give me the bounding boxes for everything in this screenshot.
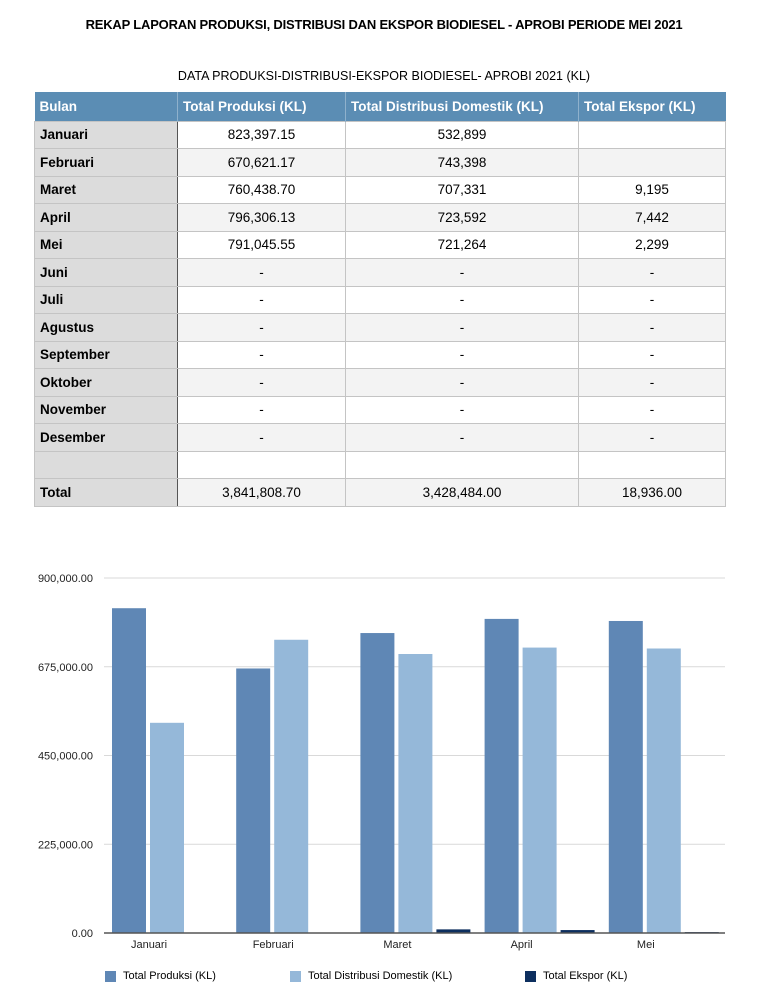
x-tick-label: Maret — [383, 939, 412, 951]
bar-total-distribusi-domestik-kl-maret — [398, 654, 432, 933]
cell-produksi: - — [178, 424, 346, 452]
y-tick-label: 450,000.00 — [37, 750, 93, 763]
table-row — [35, 121, 726, 149]
table-row — [35, 314, 726, 342]
cell-distribusi: - — [346, 424, 579, 452]
table-row — [35, 424, 726, 452]
cell-distribusi: 743,398 — [346, 149, 579, 177]
cell-bulan: Desember — [35, 424, 178, 452]
cell-distribusi: - — [346, 341, 579, 369]
cell-bulan: Mei — [35, 231, 178, 259]
bar-total-produksi-kl-februari — [236, 668, 270, 933]
table-row — [35, 204, 726, 232]
legend-swatch-icon — [290, 971, 301, 982]
bar-total-produksi-kl-mei — [609, 621, 643, 933]
cell-produksi: 823,397.15 — [178, 121, 346, 149]
cell-produksi: 791,045.55 — [178, 231, 346, 259]
bar-total-distribusi-domestik-kl-januari — [150, 723, 184, 933]
cell-produksi — [178, 451, 346, 479]
table-total-row — [35, 479, 726, 507]
x-tick-label: Februari — [252, 939, 294, 951]
data-table — [34, 92, 726, 507]
page-title: REKAP LAPORAN PRODUKSI, DISTRIBUSI DAN EKSPOR BIODIESEL - APROBI PERIODE MEI 2021 — [85, 17, 683, 32]
cell-bulan — [35, 451, 178, 479]
cell-bulan: September — [35, 341, 178, 369]
legend-item — [105, 970, 216, 982]
table-row — [35, 451, 726, 479]
cell-distribusi: 532,899 — [346, 121, 579, 149]
cell-produksi: 796,306.13 — [178, 204, 346, 232]
cell-ekspor: 2,299 — [579, 231, 726, 259]
cell-distribusi: - — [346, 286, 579, 314]
legend-item — [290, 970, 452, 982]
cell-ekspor: - — [579, 314, 726, 342]
bar-chart — [0, 560, 768, 965]
cell-ekspor — [579, 451, 726, 479]
cell-bulan: Juni — [35, 259, 178, 287]
cell-produksi: - — [178, 259, 346, 287]
bar-total-produksi-kl-april — [485, 619, 519, 933]
total-produksi: 3,841,808.70 — [178, 479, 346, 507]
cell-produksi: 670,621.17 — [178, 149, 346, 177]
cell-distribusi: 707,331 — [346, 176, 579, 204]
table-row — [35, 176, 726, 204]
cell-distribusi: - — [346, 369, 579, 397]
cell-bulan: Juli — [35, 286, 178, 314]
cell-bulan: Februari — [35, 149, 178, 177]
legend-label: Total Distribusi Domestik (KL) — [308, 970, 453, 982]
total-label: Total — [35, 479, 178, 507]
bar-total-distribusi-domestik-kl-februari — [274, 640, 308, 933]
bar-total-produksi-kl-januari — [112, 608, 146, 933]
cell-ekspor: - — [579, 396, 726, 424]
header-total-distribusi: Total Distribusi Domestik (KL) — [346, 92, 579, 121]
total-distribusi: 3,428,484.00 — [346, 479, 579, 507]
table-row — [35, 396, 726, 424]
x-tick-label: April — [510, 939, 533, 951]
table-row — [35, 286, 726, 314]
cell-produksi: - — [178, 341, 346, 369]
y-tick-label: 900,000.00 — [37, 573, 93, 585]
cell-produksi: 760,438.70 — [178, 176, 346, 204]
cell-distribusi: - — [346, 396, 579, 424]
cell-bulan: Oktober — [35, 369, 178, 397]
cell-produksi: - — [178, 286, 346, 314]
bar-total-distribusi-domestik-kl-april — [523, 648, 557, 933]
x-tick-label: Mei — [636, 939, 655, 951]
cell-ekspor: - — [579, 424, 726, 452]
y-tick-label: 0.00 — [71, 928, 93, 940]
cell-distribusi: - — [346, 259, 579, 287]
cell-bulan: Maret — [35, 176, 178, 204]
bar-total-produksi-kl-maret — [360, 633, 394, 933]
legend-swatch-icon — [525, 971, 536, 982]
header-bulan: Bulan — [35, 92, 178, 121]
cell-bulan: Agustus — [35, 314, 178, 342]
legend-item — [525, 970, 627, 982]
table-row — [35, 231, 726, 259]
cell-produksi: - — [178, 369, 346, 397]
cell-bulan: Januari — [35, 121, 178, 149]
table-row — [35, 149, 726, 177]
cell-distribusi: 721,264 — [346, 231, 579, 259]
cell-ekspor: - — [579, 341, 726, 369]
table-title: DATA PRODUKSI-DISTRIBUSI-EKSPOR BIODIESEL- APROBI 2021 (KL) — [177, 69, 591, 83]
header-total-produksi: Total Produksi (KL) — [178, 92, 346, 121]
y-tick-label: 225,000.00 — [37, 839, 93, 852]
cell-ekspor — [579, 121, 726, 149]
cell-bulan: April — [35, 204, 178, 232]
cell-ekspor: 9,195 — [579, 176, 726, 204]
bar-total-distribusi-domestik-kl-mei — [647, 649, 681, 933]
y-tick-label: 675,000.00 — [37, 661, 93, 674]
header-total-ekspor: Total Ekspor (KL) — [579, 92, 726, 121]
cell-ekspor: - — [579, 286, 726, 314]
cell-distribusi — [346, 451, 579, 479]
cell-ekspor: - — [579, 259, 726, 287]
x-tick-label: Januari — [130, 939, 168, 951]
chart-legend — [0, 970, 768, 988]
total-ekspor: 18,936.00 — [579, 479, 726, 507]
table-row — [35, 369, 726, 397]
cell-distribusi: 723,592 — [346, 204, 579, 232]
cell-produksi: - — [178, 314, 346, 342]
cell-bulan: November — [35, 396, 178, 424]
table-header-row — [35, 92, 726, 121]
cell-ekspor: 7,442 — [579, 204, 726, 232]
cell-ekspor — [579, 149, 726, 177]
table-row — [35, 341, 726, 369]
legend-swatch-icon — [105, 971, 116, 982]
legend-label: Total Ekspor (KL) — [543, 970, 628, 982]
cell-ekspor: - — [579, 369, 726, 397]
cell-distribusi: - — [346, 314, 579, 342]
table-row — [35, 259, 726, 287]
legend-label: Total Produksi (KL) — [123, 970, 216, 982]
cell-produksi: - — [178, 396, 346, 424]
